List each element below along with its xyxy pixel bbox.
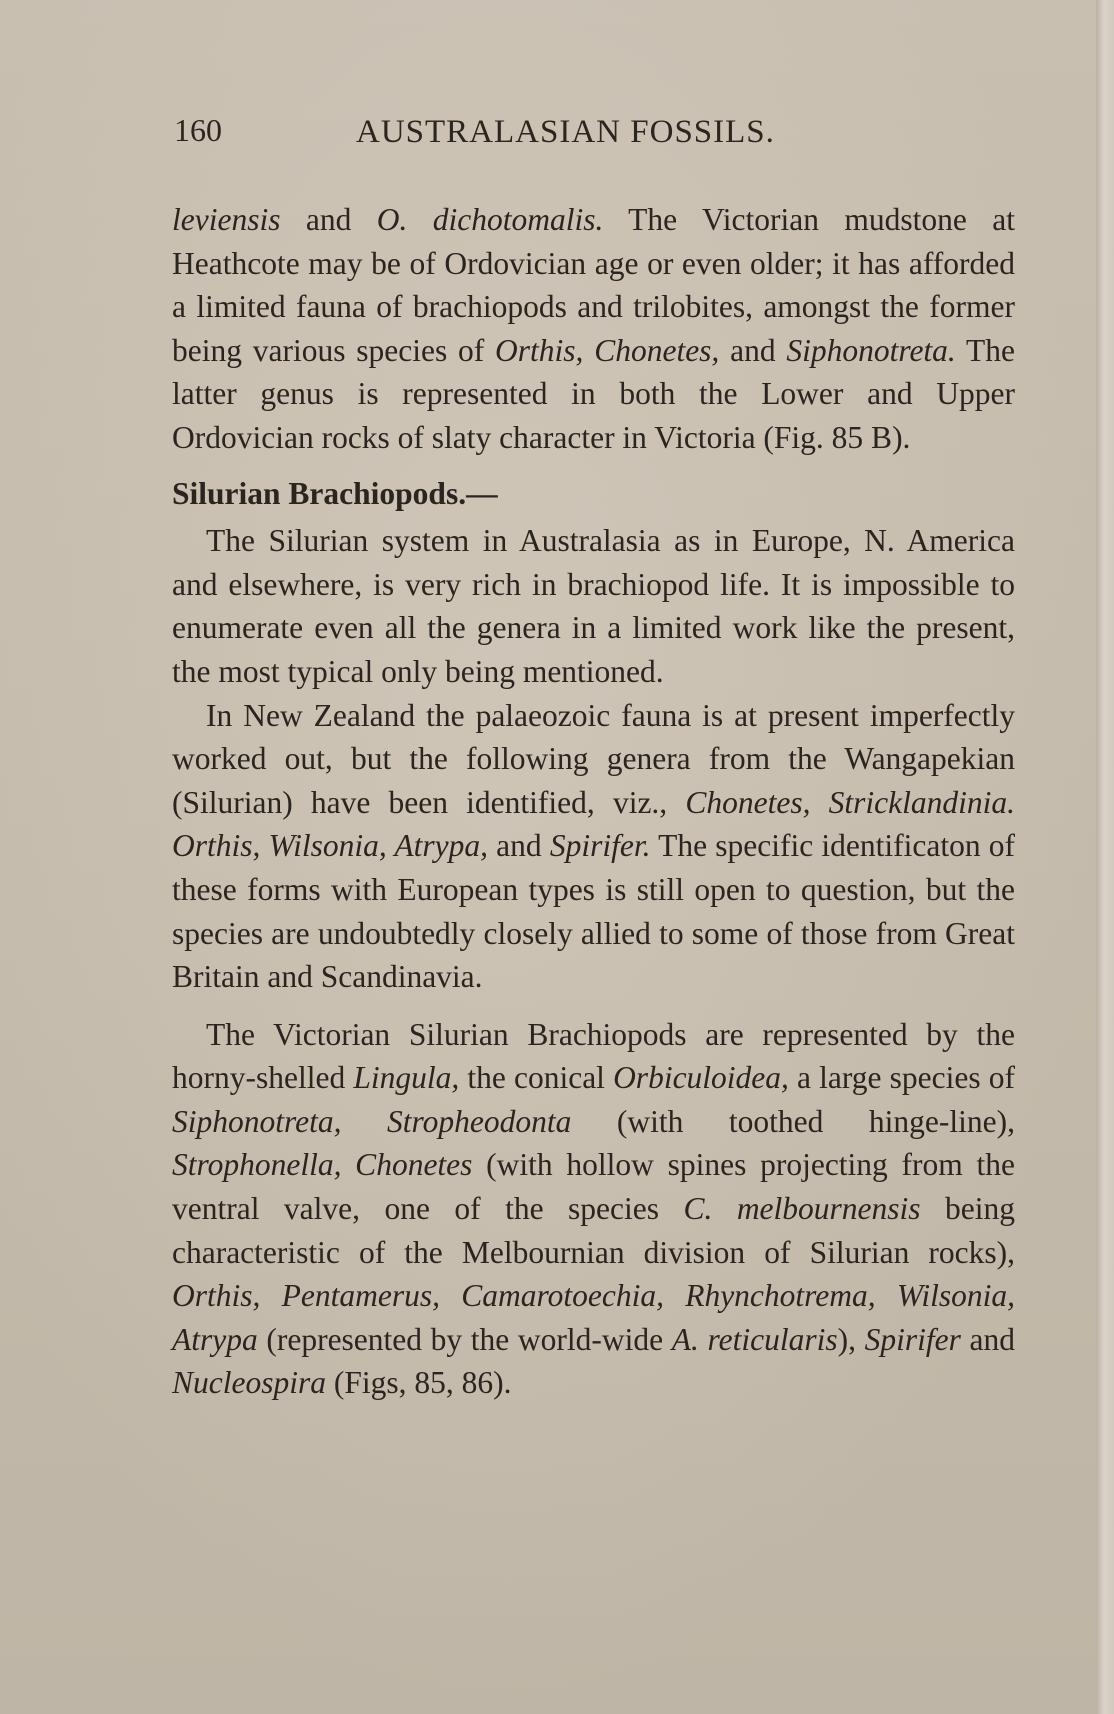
italic-span: Chonetes, Stricklandinia. Orthis, Wilsonia, Atrypa, — [172, 784, 1015, 864]
italic-span: Strophonella, Chonetes — [172, 1147, 473, 1183]
page-edge — [1096, 0, 1114, 1714]
running-title: AUSTRALASIAN FOSSILS. — [356, 114, 775, 150]
text-span: and — [719, 332, 787, 368]
italic-span: O. dichotomalis. — [376, 202, 604, 237]
italic-span: C. melbournensis — [683, 1191, 921, 1227]
paragraph-ordovician — [172, 198, 1015, 460]
text-span: a large species of — [788, 1060, 1015, 1096]
text-span: ), — [837, 1321, 865, 1357]
text-span: The Victorian Silurian Brachiopods are represented by the horny-shelled — [172, 1016, 1015, 1096]
italic-span: Siphonotreta. — [786, 332, 956, 368]
italic-span: Lingula, — [353, 1060, 460, 1096]
italic-span: Spirifer. — [549, 828, 651, 864]
italic-span: Orthis, Pentamerus, Camarotoechia, Rhynchotrema, Wilsonia, Atrypa — [172, 1278, 1015, 1357]
page-header — [174, 112, 1010, 162]
italic-span: leviensis — [172, 202, 281, 237]
italic-span: Orthis, Chonetes, — [495, 332, 720, 368]
paragraph-victorian — [172, 1013, 1015, 1405]
text-span: In New Zealand the palaeozoic fauna is at present imperfectly worked out, but the following genera from the Wangapekian (Silurian) have been identified, viz., — [172, 697, 1015, 820]
text-span: and — [280, 202, 377, 237]
text-span: The Victorian mudstone at Heathcote may be of Ordovician age or even older; it has afforded a limited fauna of brachiopods and trilobites, amongst the former being various species of — [172, 202, 1015, 368]
text-span: (with hollow spines projecting from the ventral valve, one of the species — [172, 1147, 1015, 1227]
text-span: (with toothed hinge-line), — [571, 1103, 1015, 1139]
text-span: being characteristic of the Melbournian division of Silurian rocks), — [172, 1191, 1016, 1270]
paragraph-silurian-intro: The Silurian system in Australasia as in Europe, N. America and elsewhere, is very rich in brachiopod life. It is impossible to enumerate even all the genera in a limited work like the present, the most typical only being mentioned. — [172, 523, 1015, 689]
section-heading: Silurian Brachiopods.— — [172, 475, 498, 511]
text-span: the conical — [459, 1060, 614, 1096]
text-span: (Figs, 85, 86). — [326, 1365, 512, 1401]
italic-span: Orbiculoidea, — [613, 1060, 789, 1096]
text-span: The latter genus is represented in both the Lower and Upper Ordovician rocks of slaty character in Victoria (Fig. 85 B). — [172, 332, 1015, 455]
text-span: and — [960, 1321, 1015, 1357]
text-span: and — [487, 828, 550, 864]
body-text — [172, 198, 1015, 1405]
italic-span: Siphonotreta, Stropheodonta — [172, 1103, 572, 1139]
italic-span: Nucleospira — [172, 1365, 326, 1401]
page-number: 160 — [174, 112, 222, 148]
italic-span: Spirifer — [864, 1321, 961, 1357]
italic-span: A. reticularis — [671, 1321, 838, 1357]
paragraph-new-zealand — [172, 694, 1015, 999]
text-span: (represented by the world-wide — [257, 1321, 672, 1357]
text-span: The specific identificaton of these forms with European types is still open to question, but the species are undoubtedly closely allied to some of those from Great Britain and Scandinavia. — [172, 828, 1016, 995]
